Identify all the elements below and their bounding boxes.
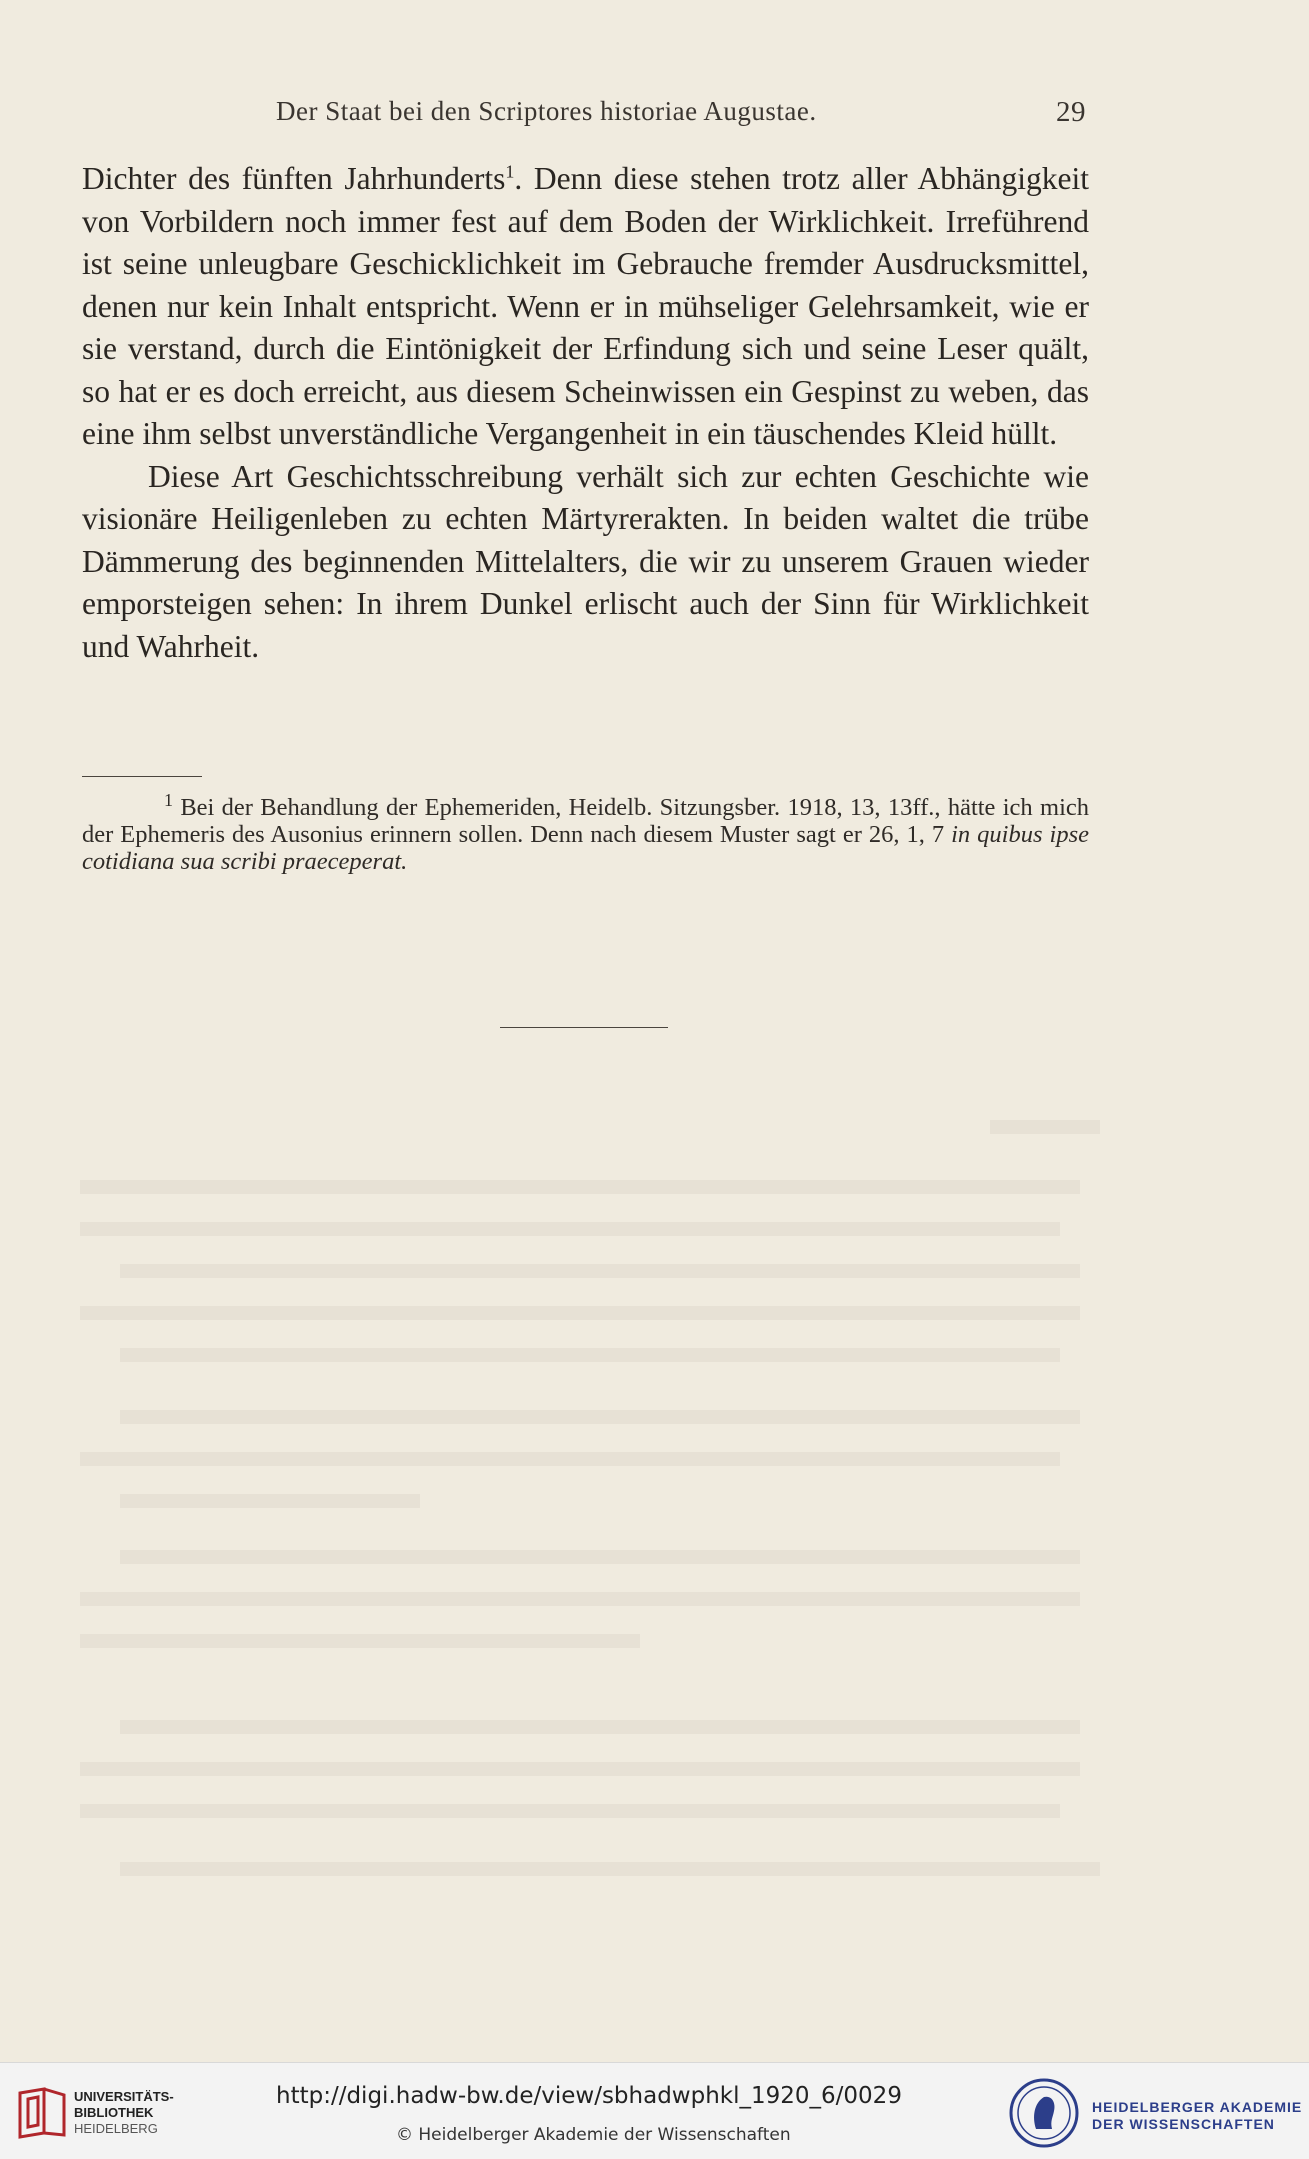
- footnote-separator: [82, 776, 202, 777]
- paragraph-1-start: Dichter des fünften Jahrhunderts: [82, 161, 506, 196]
- end-rule: [500, 1027, 668, 1028]
- academy-seal-icon: [1008, 2077, 1080, 2149]
- footnote-text: Bei der Behandlung der Ephemeriden, Heidelb. Sitzungsber. 1918, 13, 13ff., hätte ich mich der Ephemeris des Ausonius erinnern sollen. Denn nach diesem Muster sagt er 26, 1, 7: [82, 794, 1089, 848]
- library-line-2: BIBLIOTHEK: [74, 2105, 154, 2120]
- show-through-lines: [60, 1120, 1100, 1920]
- footnote-latin-quote: in quibus ipse cotidiana sua scribi praeceperat.: [82, 821, 1089, 875]
- copyright-notice: © Heidelberger Akademie der Wissenschaften: [396, 2125, 791, 2145]
- academy-line-1: HEIDELBERGER AKADEMIE: [1092, 2099, 1303, 2115]
- paragraph-1: [82, 158, 1089, 456]
- university-library-name: [74, 2089, 174, 2137]
- library-line-1: UNIVERSITÄTS-: [74, 2089, 174, 2104]
- footnote-mark: 1: [164, 789, 173, 810]
- university-library-logo-icon: [14, 2085, 70, 2141]
- permalink-url[interactable]: http://digi.hadw-bw.de/view/sbhadwphkl_1920_6/0029: [276, 2083, 902, 2109]
- main-text: [82, 158, 1089, 668]
- footer-bar: [0, 2062, 1309, 2159]
- page-number: 29: [1056, 96, 1086, 128]
- academy-line-2: DER WISSENSCHAFTEN: [1092, 2116, 1275, 2132]
- academy-name: [1092, 2099, 1302, 2133]
- paragraph-1-rest: . Denn diese stehen trotz aller Abhängigkeit von Vorbildern noch immer fest auf dem Boden der Wirklichkeit. Irreführend ist seine unleugbare Geschicklichkeit im Gebrauche fremder Ausdrucksmittel, denen nur kein Inhalt entspricht. Wenn er in mühseliger Gelehrsamkeit, wie er sie verstand, durch die Eintönigkeit der Erfindung sich und seine Leser quält, so hat er es doch erreicht, aus diesem Scheinwissen ein Gespinst zu weben, das eine ihm selbst unverständliche Vergangenheit in ein täuschendes Kleid hüllt.: [82, 161, 1089, 451]
- library-line-3: HEIDELBERG: [74, 2121, 158, 2136]
- footnote: [82, 789, 1089, 875]
- paragraph-2: Diese Art Geschichtsschreibung verhält sich zur echten Geschichte wie visionäre Heiligenleben zu echten Märtyrerakten. In beiden waltet die trübe Dämmerung des beginnenden Mittelalters, die wir zu unserem Grauen wieder emporsteigen sehen: In ihrem Dunkel erlischt auch der Sinn für Wirklichkeit und Wahrheit.: [82, 458, 1089, 664]
- footnote-reference[interactable]: 1: [505, 161, 515, 182]
- show-through-shadow: [60, 1120, 1100, 1934]
- running-title: Der Staat bei den Scriptores historiae Augustae.: [276, 96, 817, 126]
